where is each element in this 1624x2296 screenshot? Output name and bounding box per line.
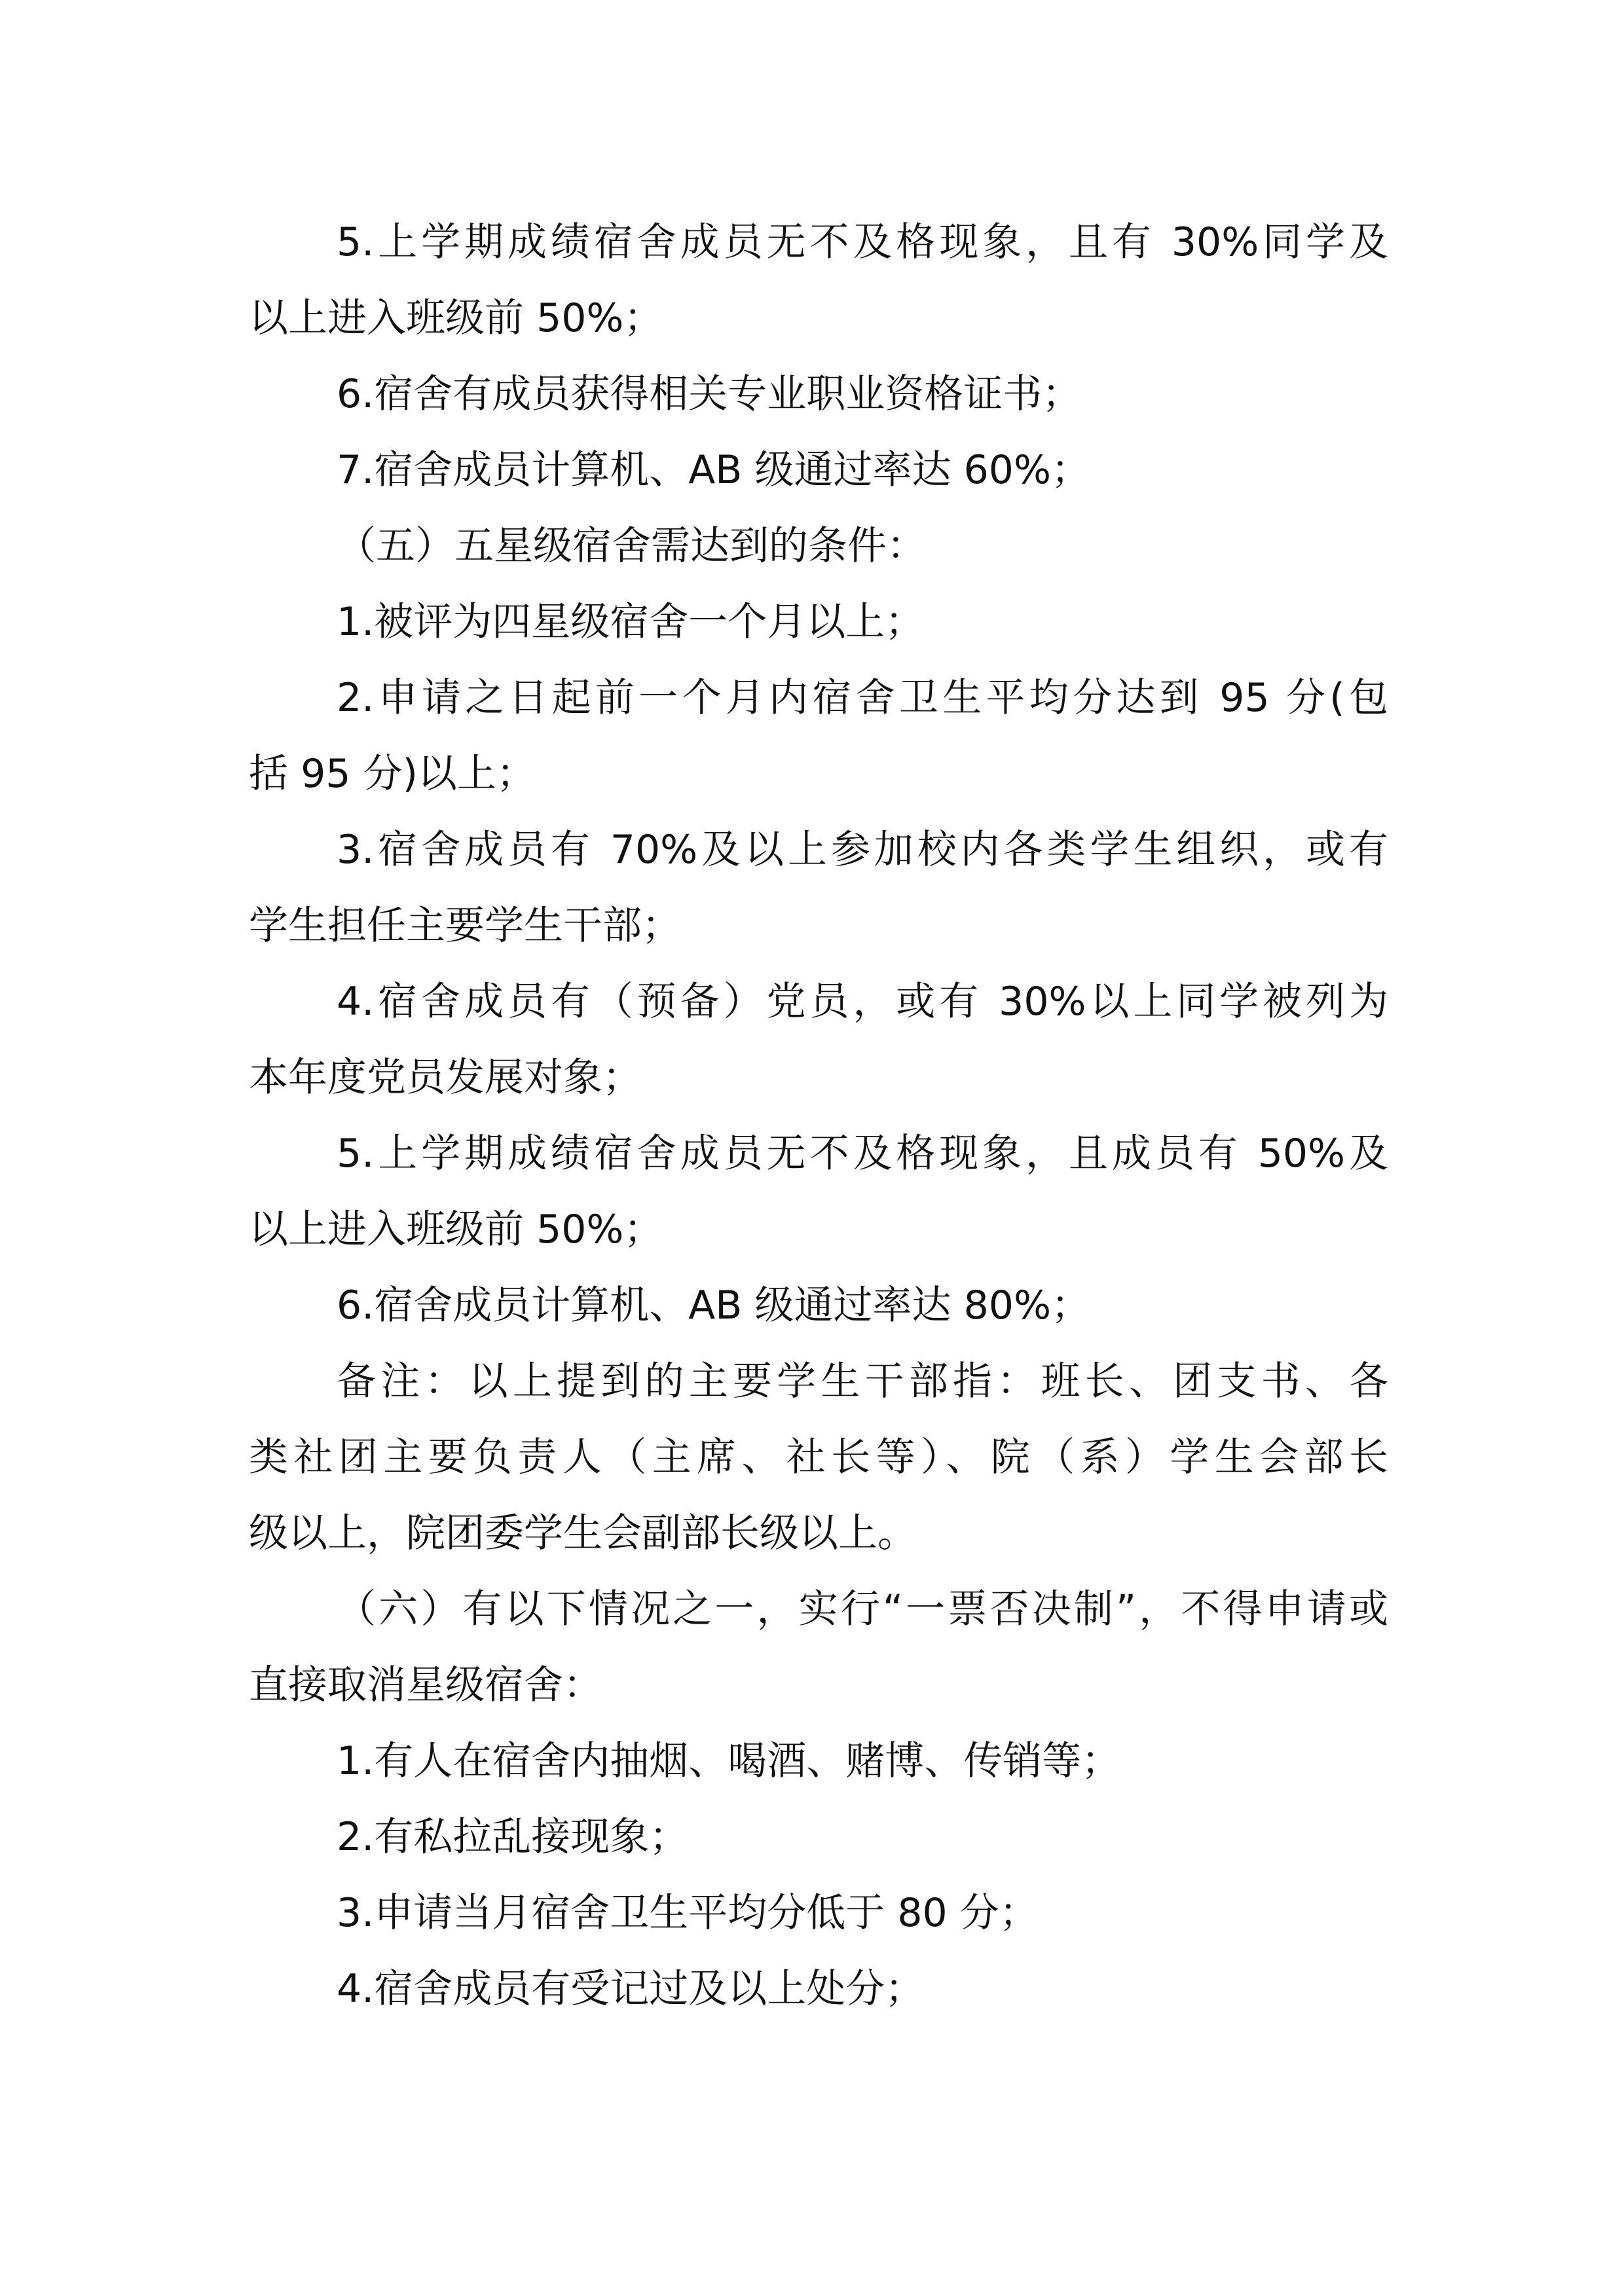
text-line: 以上进入班级前 50%；: [249, 1207, 663, 1252]
text-line: 3.宿舍成员有 70%及以上参加校内各类学生组织，或有: [337, 827, 1388, 873]
text-line: 以上进入班级前 50%；: [249, 295, 663, 341]
text-line: 2.有私拉乱接现象；: [337, 1814, 689, 1860]
text-line: 7.宿舍成员计算机、AB 级通过率达 60%；: [337, 447, 1090, 493]
text-line: 5.上学期成绩宿舍成员无不及格现象，且成员有 50%及: [337, 1131, 1388, 1176]
note-line: 备注：以上提到的主要学生干部指：班长、团支书、各: [337, 1358, 1388, 1404]
text-line: 学生担任主要学生干部；: [249, 903, 681, 949]
text-line: 本年度党员发展对象；: [249, 1055, 642, 1101]
section-heading: （六）有以下情况之一，实行“一票否决制”，不得申请或: [337, 1586, 1388, 1632]
text-line: 括 95 分)以上；: [249, 751, 536, 797]
note-line: 类社团主要负责人（主席、社长等）、院（系）学生会部长: [249, 1434, 1388, 1480]
text-line: 6.宿舍成员计算机、AB 级通过率达 80%；: [337, 1283, 1090, 1328]
text-line: 1.被评为四星级宿舍一个月以上；: [337, 599, 925, 645]
text-line: 2.申请之日起前一个月内宿舍卫生平均分达到 95 分(包: [337, 675, 1388, 721]
text-line: 1.有人在宿舍内抽烟、喝酒、赌博、传销等；: [337, 1738, 1121, 1784]
section-heading: 直接取消星级宿舍：: [249, 1662, 602, 1708]
text-line: 4.宿舍成员有（预备）党员，或有 30%以上同学被列为: [337, 979, 1388, 1025]
text-line: 3.申请当月宿舍卫生平均分低于 80 分；: [337, 1890, 1039, 1936]
text-line: 5.上学期成绩宿舍成员无不及格现象，且有 30%同学及: [337, 219, 1388, 265]
note-line: 级以上，院团委学生会副部长级以上。: [249, 1510, 917, 1556]
text-line: 6.宿舍有成员获得相关专业职业资格证书；: [337, 371, 1082, 417]
section-heading: （五）五星级宿舍需达到的条件：: [337, 523, 926, 569]
text-line: 4.宿舍成员有受记过及以上处分；: [337, 1966, 925, 2012]
